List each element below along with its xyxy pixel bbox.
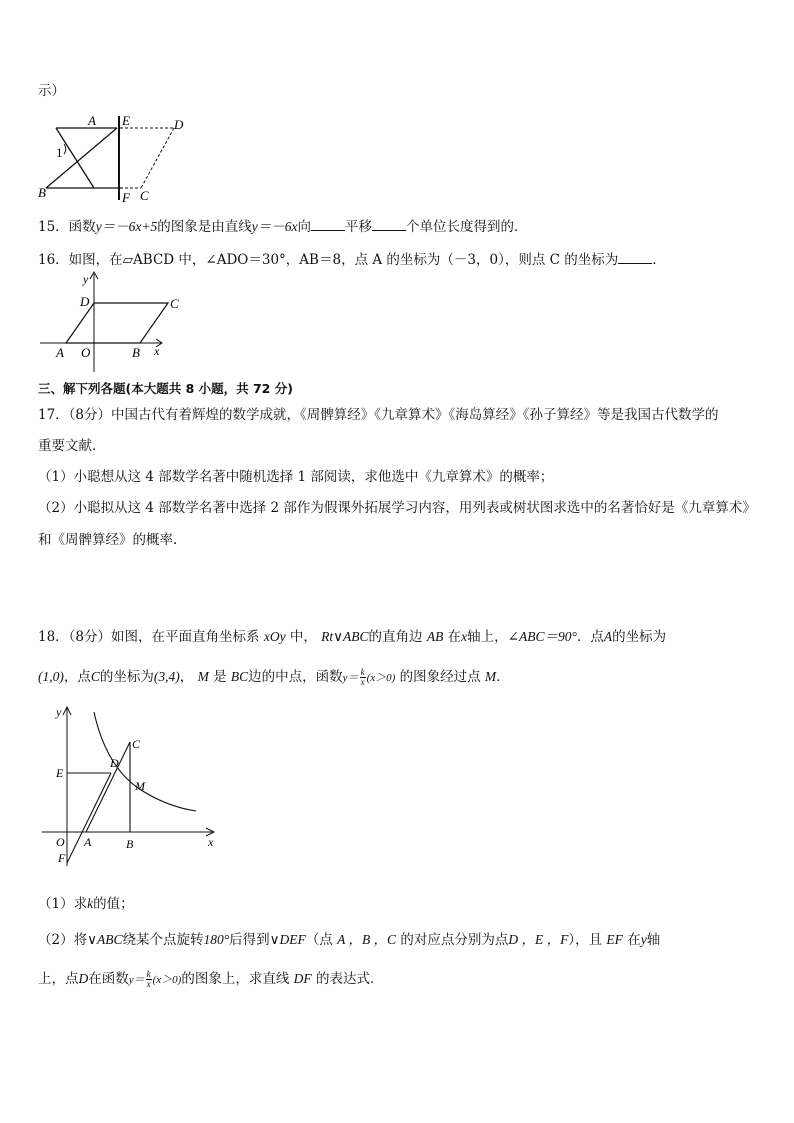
question-17-sub2-line2: 和《周髀算经》的概率. — [38, 532, 178, 548]
label-B: B — [38, 185, 46, 200]
label-B: B — [126, 837, 134, 851]
axis-x-label: x — [154, 344, 160, 358]
figure-q16 — [36, 268, 179, 376]
label-A: A — [56, 345, 64, 360]
question-17-sub1: （1）小聪想从这 4 部数学名著中随机选择 1 部阅读，求他选中《九章算术》的概率； — [38, 469, 554, 485]
answer-blank-units[interactable] — [372, 218, 406, 231]
previous-question-tail: 示） — [38, 83, 65, 99]
label-O: O — [56, 835, 65, 849]
label-B: B — [132, 345, 140, 360]
question-18-sub2-line2: 上，点D在函数y＝ $\frac{k}{x}$ (x＞0)的图象上，求直线 DF 的表达式． — [38, 969, 384, 989]
label-F: F — [58, 851, 66, 865]
answer-blank-direction[interactable] — [311, 218, 345, 231]
question-18-sub2-line1: （2）将∨ABC绕某个点旋转180°后得到∨DEF（点 A ，B ，C 的对应点分别为点D ，E ，F），且 EF 在y轴 — [38, 932, 661, 948]
label-E: E — [56, 766, 64, 780]
axis-y-label: y — [56, 705, 62, 719]
figure-q18 — [38, 704, 228, 870]
question-18-line2: (1,0)，点C的坐标为(3,4)， M 是 BC边的中点，函数y＝ $\frac{k}{x}$ (x＞0) 的图象经过点 M． — [38, 667, 510, 687]
question-15: 15．函数y＝－6x+5的图象是由直线y＝－6x向 平移 个单位长度得到的． — [38, 219, 528, 235]
label-E: E — [122, 113, 130, 128]
label-C: C — [140, 188, 149, 203]
label-C: C — [132, 737, 141, 751]
question-17-line2: 重要文献． — [38, 438, 106, 454]
label-F: F — [122, 190, 130, 205]
fraction-k-over-x: $\frac{k}{x}$ — [360, 667, 365, 687]
axis-x-label: x — [208, 835, 214, 849]
axis-y-label: y — [83, 272, 89, 286]
question-16: 16．如图，在▱ABCD 中，∠ADO＝30°，AB＝8，点 A 的坐标为（－3，0），则点 C 的坐标为 ． — [38, 252, 666, 268]
question-18-sub1: （1）求k的值； — [38, 896, 134, 912]
question-18-line1: 18．（8分）如图，在平面直角坐标系 xOy 中， Rt∨ABC的直角边 AB 在x轴上，∠ABC＝90°．点A的坐标为 — [38, 629, 667, 645]
label-O: O — [81, 345, 91, 360]
label-D: D — [110, 756, 119, 770]
question-17-line1: 17．（8分）中国古代有着辉煌的数学成就，《周髀算经》《九章算术》《海岛算经》《孙子算经》等是我国古代数学的 — [38, 407, 719, 423]
question-17-sub2-line1: （2）小聪拟从这 4 部数学名著中选择 2 部作为假课外拓展学习内容，用列表或树状图求选中的名著恰好是《九章算术》 — [38, 500, 756, 516]
section-3-title: 三、解下列各题(本大题共 8 小题，共 72 分) — [38, 381, 293, 396]
label-M: M — [135, 779, 145, 793]
label-1: 1 — [56, 145, 63, 160]
label-A: A — [88, 113, 96, 128]
label-D: D — [80, 294, 90, 309]
label-D: D — [174, 117, 184, 132]
figure-q14 — [34, 112, 194, 204]
fraction-k-over-x-2: $\frac{k}{x}$ — [146, 969, 151, 989]
answer-blank-c-coordinate[interactable] — [618, 251, 652, 264]
label-C: C — [170, 296, 179, 311]
label-A: A — [84, 835, 92, 849]
